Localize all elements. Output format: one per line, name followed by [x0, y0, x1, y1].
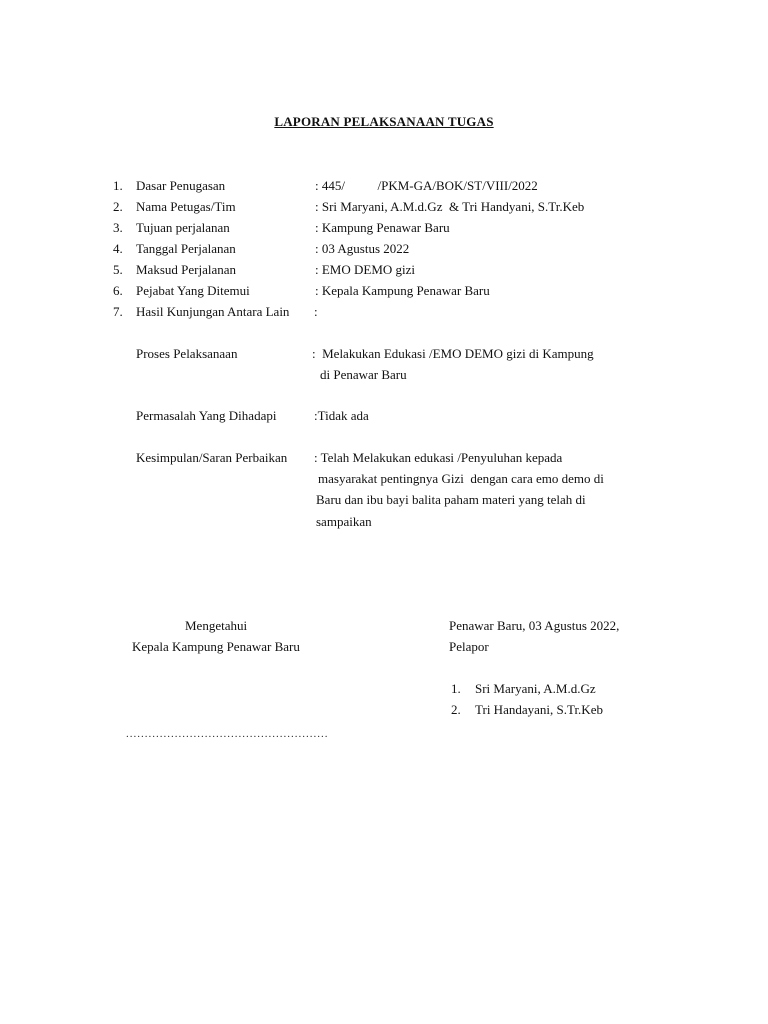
acknowledged-label: Mengetahui [185, 618, 248, 633]
item-value: : 445/ /PKM-GA/BOK/ST/VIII/2022 [315, 178, 538, 193]
item-number: 1. [113, 178, 123, 193]
item-value: : Sri Maryani, A.M.d.Gz & Tri Handyani, S.Tr.Keb [315, 199, 585, 214]
item-label: Dasar Penugasan [136, 178, 226, 193]
kesimpulan-line-1: : Telah Melakukan edukasi /Penyuluhan kepada [314, 450, 563, 465]
place-date: Penawar Baru, 03 Agustus 2022, [449, 618, 620, 633]
kesimpulan-line-2: masyarakat pentingnya Gizi dengan cara emo demo di [318, 471, 604, 486]
item-value: : [314, 304, 318, 319]
reporter-number: 2. [451, 702, 461, 717]
reporter-role: Pelapor [449, 639, 489, 654]
item-number: 2. [113, 199, 123, 214]
item-value: : 03 Agustus 2022 [315, 241, 410, 256]
reporter-name: Sri Maryani, A.M.d.Gz [475, 681, 596, 696]
permasalah-value: :Tidak ada [314, 408, 369, 423]
signature-dotted-line: ...................................................... [126, 728, 329, 740]
kesimpulan-line-3: Baru dan ibu bayi balita paham materi yang telah di [316, 492, 586, 507]
item-number: 4. [113, 241, 123, 256]
reporter-name: Tri Handayani, S.Tr.Keb [475, 702, 603, 717]
item-number: 3. [113, 220, 123, 235]
kesimpulan-line-4: sampaikan [316, 514, 372, 529]
item-value: : Kampung Penawar Baru [315, 220, 450, 235]
proses-line-2: di Penawar Baru [320, 367, 407, 382]
item-number: 6. [113, 283, 123, 298]
item-label: Hasil Kunjungan Antara Lain [136, 304, 290, 319]
item-number: 7. [113, 304, 123, 319]
item-label: Tanggal Perjalanan [136, 241, 236, 256]
reporter-number: 1. [451, 681, 461, 696]
item-number: 5. [113, 262, 123, 277]
proses-line-1: : Melakukan Edukasi /EMO DEMO gizi di Kampung [312, 346, 594, 361]
item-value: : Kepala Kampung Penawar Baru [315, 283, 490, 298]
village-head-title: Kepala Kampung Penawar Baru [132, 639, 300, 654]
item-label: Pejabat Yang Ditemui [136, 283, 250, 298]
item-label: Tujuan perjalanan [136, 220, 230, 235]
permasalah-label: Permasalah Yang Dihadapi [136, 408, 277, 423]
document-title: LAPORAN PELAKSANAAN TUGAS [274, 114, 494, 129]
item-label: Nama Petugas/Tim [136, 199, 236, 214]
item-value: : EMO DEMO gizi [315, 262, 416, 277]
item-label: Maksud Perjalanan [136, 262, 237, 277]
kesimpulan-label: Kesimpulan/Saran Perbaikan [136, 450, 288, 465]
proses-label: Proses Pelaksanaan [136, 346, 238, 361]
